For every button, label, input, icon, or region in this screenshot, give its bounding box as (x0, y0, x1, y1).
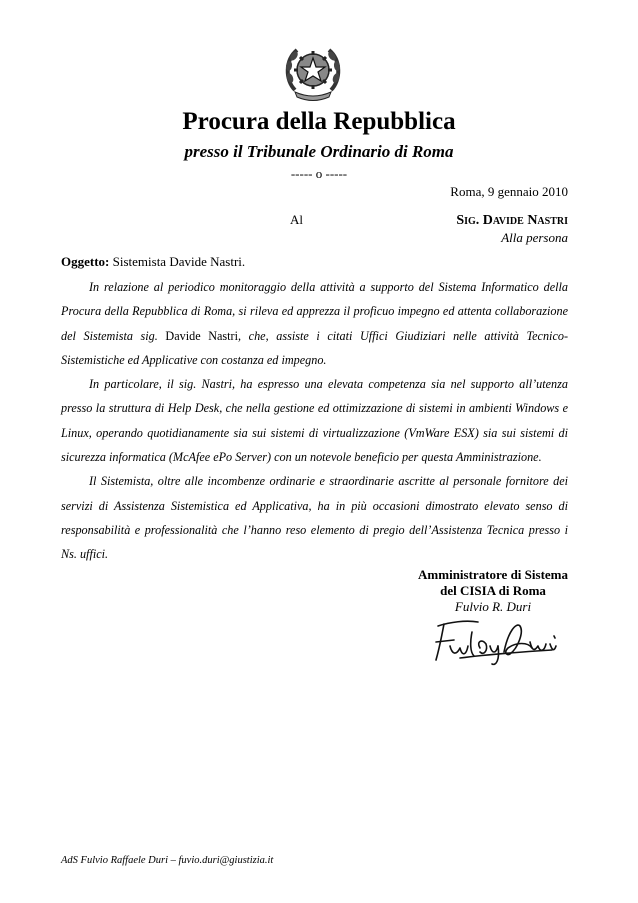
subject-line (61, 254, 245, 270)
signer-name: Fulvio R. Duri (454, 599, 532, 614)
recipient-block (456, 212, 568, 246)
page-subtitle: presso il Tribunale Ordinario di Roma (184, 142, 454, 161)
letter-date: Roma, 9 gennaio 2010 (450, 184, 568, 199)
signature-block (418, 567, 568, 615)
handwritten-signature (420, 612, 568, 668)
recipient-name: Sig. Davide Nastri (456, 213, 568, 228)
body-paragraph-1-start: In relazione al periodico monitoraggio della attività a supporto del Sistema Informatico della Procura della Repubblica di Roma, si rileva ed apprezza il proficuo impegno ed attenta collaborazione del Sistemista sig. (61, 280, 568, 343)
italian-republic-emblem-icon (281, 40, 345, 104)
body-paragraph-1 (61, 275, 568, 372)
subject-text: Sistemista Davide Nastri. (112, 254, 246, 269)
header-separator: ----- o ----- (290, 166, 348, 181)
signer-office: del CISIA di Roma (440, 583, 546, 598)
body-paragraph-1-name: Davide Nastri (165, 328, 239, 343)
subject-label: Oggetto: (61, 254, 110, 269)
page-footer: AdS Fulvio Raffaele Duri – fuvio.duri@giustizia.it (61, 855, 274, 866)
page-title: Procura della Repubblica (182, 108, 456, 135)
signer-role: Amministratore di Sistema (418, 567, 568, 582)
recipient-prefix: Al (290, 212, 303, 227)
body-paragraph-3: Il Sistemista, oltre alle incombenze ordinarie e straordinarie ascritte al personale fornitore dei servizi di Assistenza Sistemistica ed Applicativa, ha in più occasioni dimostrato elevato senso di responsabilità e professionalità che l’hanno reso elemento di pregio dell’Assistenza Tecnica presso i Ns. uffici. (61, 474, 568, 562)
letter-body (61, 275, 568, 567)
body-paragraph-1-end: , che, assiste i citati Uffici Giudiziari nelle attività Tecnico-Sistemistiche ed Applicative con costanza ed impegno. (61, 328, 569, 367)
recipient-delivery: Alla persona (501, 230, 568, 245)
body-paragraph-2: In particolare, il sig. Nastri, ha espresso una elevata competenza sia nel supporto all’utenza presso la struttura di Help Desk, che nella gestione ed ottimizzazione di sistemi in ambienti Windows e Linux, operando quotidianamente sia sui sistemi di virtualizzazione (VmWare ESX) sia sui sistemi di sicurezza informatica (McAfee ePo Server) con un notevole beneficio per questa Amministrazione. (61, 377, 568, 465)
